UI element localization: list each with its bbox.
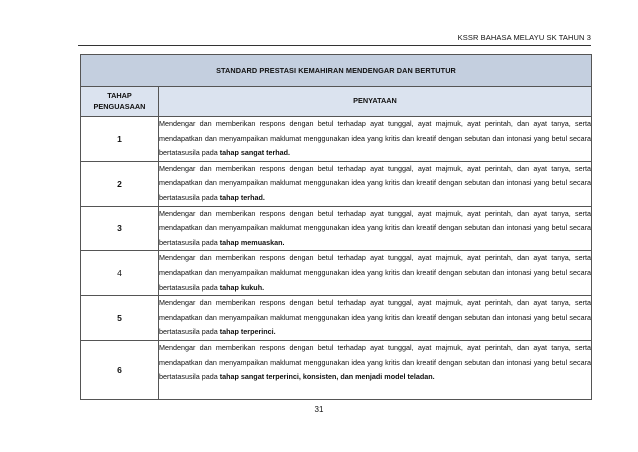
statement-cell: [159, 161, 592, 206]
statement-cell: [159, 340, 592, 399]
table-row: [81, 296, 592, 341]
statement-cell: [159, 117, 592, 162]
statement-level-emphasis: tahap sangat terhad.: [219, 148, 291, 158]
running-header: KSSR BAHASA MELAYU SK TAHUN 3: [457, 33, 591, 42]
statement-text: Mendengar dan memberikan respons dengan betul terhadap ayat tunggal, ayat majmuk, ayat perintah, dan ayat tanya, serta mendapatkan dan menyampaikan maklumat menggunakan idea yang kritis dan kreatif dengan sebutan dan intonasi yang betul secara bertatasusila pada: [159, 163, 592, 202]
table-row: [81, 161, 592, 206]
table-row: [81, 251, 592, 296]
statement-cell: [159, 206, 592, 251]
level-cell: 3: [81, 206, 159, 251]
statement-text: Mendengar dan memberikan respons dengan betul terhadap ayat tunggal, ayat majmuk, ayat perintah, dan ayat tanya, serta mendapatkan dan menyampaikan maklumat menggunakan idea yang kritis dan kreatif dengan sebutan dan intonasi yang betul secara bertatasusila pada: [159, 298, 592, 337]
column-header-statement: PENYATAAN: [159, 87, 592, 117]
header-divider: [78, 45, 591, 46]
table-row: [81, 340, 592, 399]
statement-level-emphasis: tahap sangat terperinci, konsisten, dan menjadi model teladan.: [219, 372, 435, 382]
statement-level-emphasis: tahap terhad.: [219, 192, 265, 202]
statement-text: Mendengar dan memberikan respons dengan betul terhadap ayat tunggal, ayat majmuk, ayat perintah, dan ayat tanya, serta mendapatkan dan menyampaikan maklumat menggunakan idea yang kritis dan kreatif dengan sebutan dan intonasi yang betul secara bertatasusila pada: [159, 119, 592, 158]
level-cell: 4: [81, 251, 159, 296]
statement-cell: [159, 251, 592, 296]
performance-standard-table: [80, 54, 592, 400]
page-number: 31: [314, 405, 324, 414]
statement-level-emphasis: tahap terperinci.: [219, 327, 276, 337]
statement-text: Mendengar dan memberikan respons dengan betul terhadap ayat tunggal, ayat majmuk, ayat perintah, dan ayat tanya, serta mendapatkan dan menyampaikan maklumat menggunakan idea yang kritis dan kreatif dengan sebutan dan intonasi yang betul secara bertatasusila pada: [159, 208, 592, 247]
statement-text: Mendengar dan memberikan respons dengan betul terhadap ayat tunggal, ayat majmuk, ayat perintah, dan ayat tanya, serta mendapatkan dan menyampaikan maklumat menggunakan idea yang kritis dan kreatif dengan sebutan dan intonasi yang betul secara bertatasusila pada: [159, 342, 592, 382]
statement-level-emphasis: tahap memuaskan.: [219, 237, 285, 247]
table-body: [81, 117, 592, 400]
level-cell: 2: [81, 161, 159, 206]
statement-text: Mendengar dan memberikan respons dengan betul terhadap ayat tunggal, ayat majmuk, ayat perintah, dan ayat tanya, serta mendapatkan dan menyampaikan maklumat menggunakan idea yang kritis dan kreatif dengan sebutan dan intonasi yang betul secara bertatasusila pada: [159, 253, 592, 292]
statement-cell: [159, 296, 592, 341]
table-title: STANDARD PRESTASI KEMAHIRAN MENDENGAR DAN BERTUTUR: [81, 55, 592, 87]
table-row: [81, 206, 592, 251]
level-cell: 6: [81, 340, 159, 399]
table-row: [81, 117, 592, 162]
column-header-level-label: TAHAP PENGUASAAN: [93, 91, 146, 111]
statement-level-emphasis: tahap kukuh.: [219, 282, 265, 292]
level-cell: 1: [81, 117, 159, 162]
column-header-level: [81, 87, 159, 117]
level-cell: 5: [81, 296, 159, 341]
